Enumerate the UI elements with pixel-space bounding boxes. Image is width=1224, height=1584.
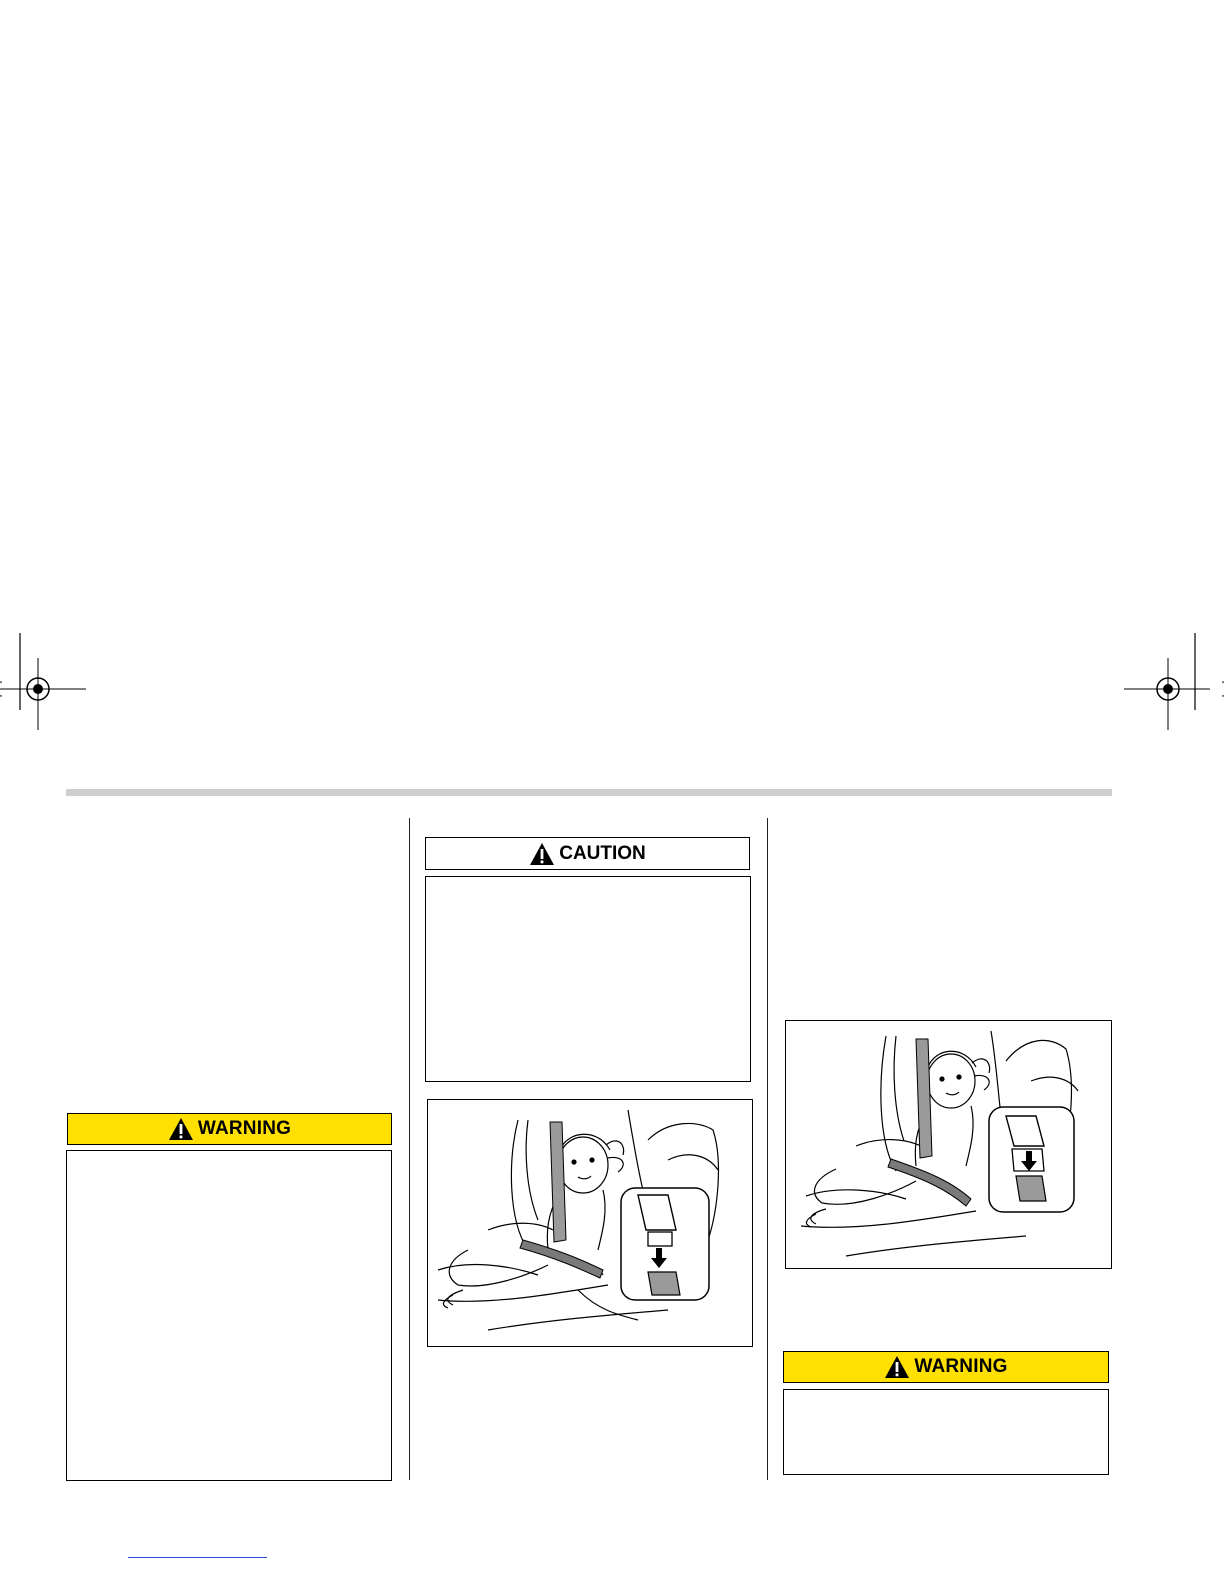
exclamation-triangle-icon [529, 842, 555, 866]
warning-header-left [67, 1113, 392, 1145]
column-divider-right [767, 818, 768, 1480]
section-header-rule [66, 789, 1112, 796]
child-booster-seat-drawing [428, 1100, 752, 1346]
illustration-child-booster-buckled [785, 1020, 1112, 1269]
warning-label: WARNING [914, 1356, 1008, 1377]
warning-header-right [783, 1351, 1109, 1383]
caution-label: CAUTION [559, 842, 646, 864]
warning-body-left [66, 1150, 392, 1481]
warning-body-right [783, 1389, 1109, 1475]
caution-header [425, 837, 750, 870]
footer-link-underline[interactable] [128, 1557, 267, 1558]
registration-mark-left [0, 630, 95, 740]
caution-body [425, 876, 751, 1082]
exclamation-triangle-icon [168, 1117, 194, 1141]
child-booster-seat-buckled-drawing [786, 1021, 1111, 1268]
column-divider-left [409, 818, 410, 1480]
registration-mark-right [1120, 630, 1224, 740]
exclamation-triangle-icon [884, 1355, 910, 1379]
warning-label: WARNING [197, 1118, 292, 1139]
illustration-child-booster-buckling [427, 1099, 753, 1347]
